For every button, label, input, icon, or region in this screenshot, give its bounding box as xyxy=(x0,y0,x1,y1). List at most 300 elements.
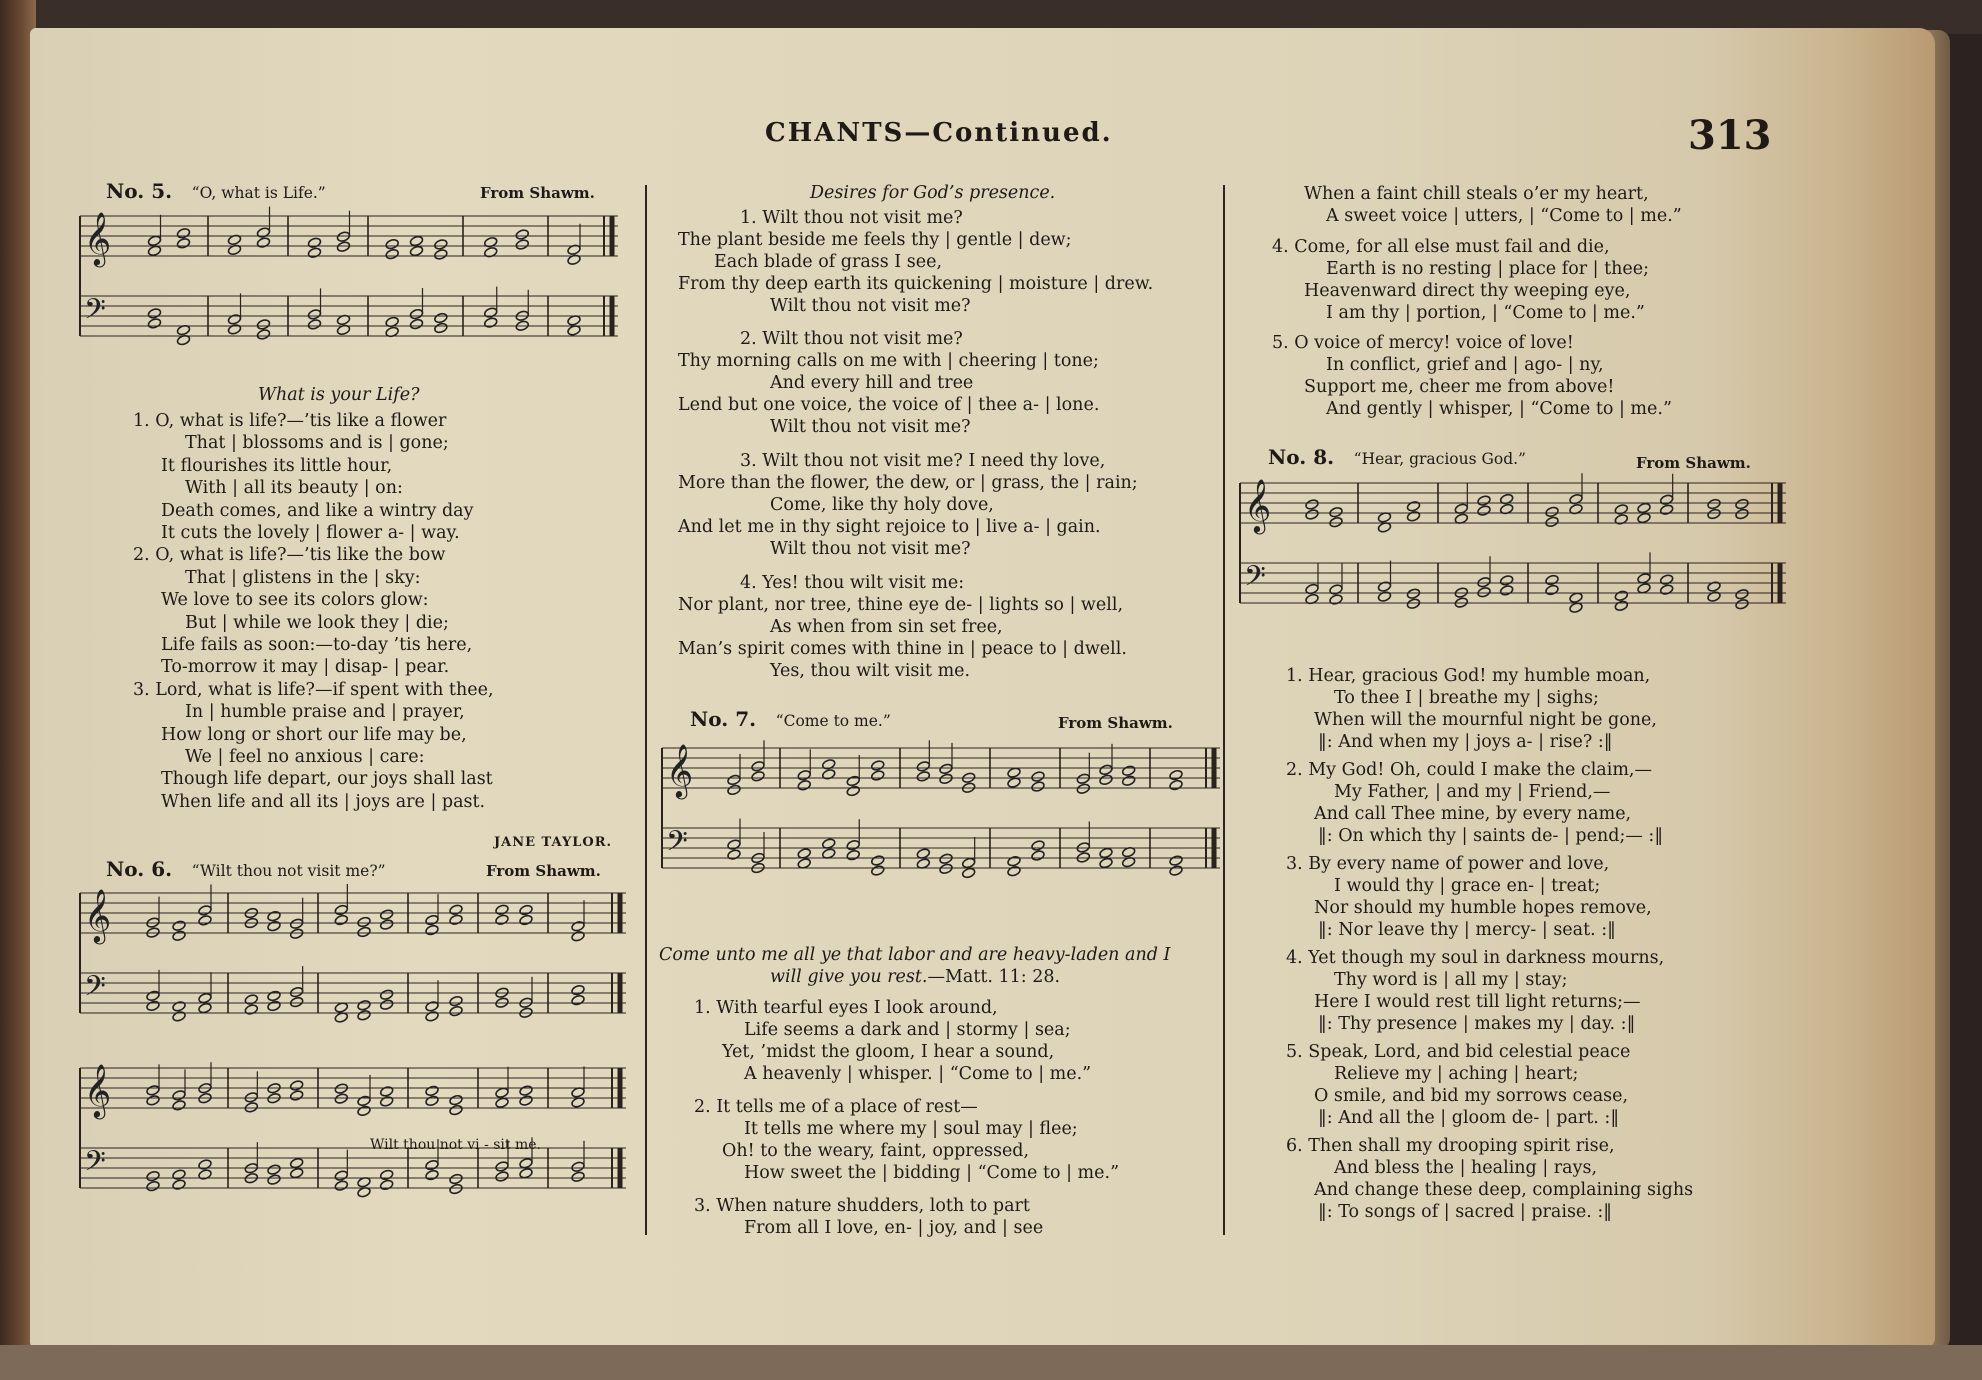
note-head xyxy=(1477,586,1491,598)
note-head xyxy=(307,247,321,259)
hymn-source: From Shawm. xyxy=(1058,714,1173,732)
note-head xyxy=(751,760,765,772)
hymn-no8-header xyxy=(1268,445,1751,472)
note-head xyxy=(1614,600,1628,612)
note-head xyxy=(289,986,303,998)
note-head xyxy=(916,770,930,782)
note-head xyxy=(1076,783,1090,795)
note-head xyxy=(425,1095,439,1107)
note-head xyxy=(147,308,161,320)
verse-line: 3. Wilt thou not visit me? I need thy love, xyxy=(740,451,1106,471)
verse-line: Relieve my | aching | heart; xyxy=(1334,1064,1579,1084)
note-head xyxy=(256,319,270,331)
note-head xyxy=(495,1171,509,1183)
verse-line: Though life depart, our joys shall last xyxy=(161,769,493,790)
note-head xyxy=(846,775,860,787)
note-head xyxy=(751,770,765,782)
verse-line: Life seems a dark and | stormy | sea; xyxy=(744,1020,1071,1040)
note-head xyxy=(1031,781,1045,793)
verse-line: To thee I | breathe my | sighs; xyxy=(1334,688,1599,708)
note-head xyxy=(449,1104,463,1116)
note-head xyxy=(425,924,439,936)
verse-line: From all I love, en- | joy, and | see xyxy=(744,1218,1044,1238)
note-head xyxy=(1545,584,1559,596)
note-head xyxy=(227,314,241,326)
verse-line: And change these deep, complaining sighs xyxy=(1314,1180,1694,1200)
note-head xyxy=(797,769,811,781)
note-head xyxy=(176,227,190,239)
verse-line: ‖: To songs of | sacred | praise. :‖ xyxy=(1318,1202,1613,1222)
note-head xyxy=(449,1005,463,1017)
column-divider-1 xyxy=(645,185,647,1235)
note-head xyxy=(1031,840,1045,852)
note-head xyxy=(146,1000,160,1012)
note-head xyxy=(1735,498,1749,510)
verse-line: Death comes, and like a wintry day xyxy=(161,500,474,521)
verse-line: We | feel no anxious | care: xyxy=(185,747,425,767)
verse-line: And let me in thy sight rejoice to | live a- | gain. xyxy=(678,517,1101,537)
verse-line: ‖: Nor leave thy | mercy- | seat. :‖ xyxy=(1318,920,1616,940)
verse-line: Nor should my humble hopes remove, xyxy=(1314,898,1652,918)
verse-line: ‖: And all the | gloom de- | part. :‖ xyxy=(1318,1108,1620,1128)
verse-line: 1. With tearful eyes I look around, xyxy=(694,998,998,1018)
note-head xyxy=(425,1085,439,1097)
note-head xyxy=(198,905,212,917)
note-head xyxy=(519,1085,533,1097)
note-head xyxy=(1305,509,1319,521)
note-head xyxy=(379,919,393,931)
note-head xyxy=(256,227,270,239)
scripture-text: Come unto me all ye that labor and are heavy-laden and I xyxy=(659,945,1171,965)
note-head xyxy=(1076,852,1090,864)
note-head xyxy=(172,930,186,942)
note-head xyxy=(871,855,885,867)
note-head xyxy=(1406,510,1420,522)
note-head xyxy=(289,1167,303,1179)
note-head xyxy=(172,1089,186,1101)
verse-line: ‖: On which thy | saints de- | pend;— :‖ xyxy=(1318,826,1664,846)
note-head xyxy=(1659,584,1673,596)
note-head xyxy=(449,1183,463,1195)
note-head xyxy=(198,1159,212,1171)
note-head xyxy=(727,774,741,786)
verse-line: Support me, cheer me from above! xyxy=(1304,377,1615,397)
note-head xyxy=(146,990,160,1002)
verse-line: The plant beside me feels thy | gentle | dew; xyxy=(678,230,1072,250)
note-head xyxy=(1121,775,1135,787)
note-head xyxy=(1406,598,1420,610)
note-head xyxy=(1735,598,1749,610)
note-head xyxy=(289,918,303,930)
note-head xyxy=(515,239,529,251)
note-head xyxy=(409,235,423,247)
note-head xyxy=(227,324,241,336)
verse-line: Thy morning calls on me with | cheering | tone; xyxy=(678,351,1099,371)
note-head xyxy=(519,1095,533,1107)
note-head xyxy=(1659,574,1673,586)
note-head xyxy=(495,1087,509,1099)
note-head xyxy=(846,839,860,851)
note-head xyxy=(409,308,423,320)
verse-line: A heavenly | whisper. | “Come to | me.” xyxy=(744,1064,1092,1084)
note-head xyxy=(172,1169,186,1181)
background-bottom xyxy=(0,1345,1982,1380)
verse-line: 1. O, what is life?—’tis like a flower xyxy=(133,411,447,431)
note-head xyxy=(484,317,498,329)
note-head xyxy=(1545,574,1559,586)
note-head xyxy=(334,904,348,916)
verse-line: To-morrow it may | disap- | pear. xyxy=(161,657,450,678)
verse-line: As when from sin set free, xyxy=(770,617,1003,637)
note-head xyxy=(1099,774,1113,786)
verse-line: Wilt thou not visit me? xyxy=(770,417,971,437)
note-head xyxy=(385,248,399,260)
bass-clef-icon: 𝄢 xyxy=(84,1145,106,1185)
note-head xyxy=(1735,588,1749,600)
note-head xyxy=(267,1164,281,1176)
verse-line: Man’s spirit comes with thine in | peace to | dwell. xyxy=(678,639,1127,659)
note-head xyxy=(146,1170,160,1182)
verse-line: 1. Hear, gracious God! my humble moan, xyxy=(1286,666,1651,686)
note-head xyxy=(1637,502,1651,514)
hymn-no6-header xyxy=(106,857,601,882)
verse-line: Yet, ’midst the gloom, I hear a sound, xyxy=(722,1042,1055,1062)
note-head xyxy=(357,926,371,938)
note-head xyxy=(425,1169,439,1181)
section-heading: What is your Life? xyxy=(258,385,420,405)
note-head xyxy=(571,1161,585,1173)
verse-line: Here I would rest till light returns;— xyxy=(1314,992,1641,1012)
note-head xyxy=(571,984,585,996)
note-head xyxy=(289,1090,303,1102)
note-head xyxy=(146,1180,160,1192)
verse-line: Heavenward direct thy weeping eye, xyxy=(1304,281,1631,301)
verse-line: Yes, thou wilt visit me. xyxy=(770,661,971,681)
note-head xyxy=(172,1011,186,1023)
treble-clef-icon: 𝄞 xyxy=(84,888,112,942)
scripture-line xyxy=(770,966,1060,988)
note-head xyxy=(198,992,212,1004)
hymn-title: “Come to me.” xyxy=(775,712,891,730)
note-head xyxy=(307,319,321,331)
note-head xyxy=(1169,779,1183,791)
note-head xyxy=(1329,506,1343,518)
music-staff-no6-b xyxy=(78,1060,638,1230)
music-staff-no6-a xyxy=(78,885,638,1055)
note-head xyxy=(571,920,585,932)
page-number: 313 xyxy=(1688,112,1772,159)
note-head xyxy=(939,853,953,865)
page-title: CHANTS—Continued. xyxy=(765,118,1113,148)
note-head xyxy=(379,1086,393,1098)
note-head xyxy=(519,1167,533,1179)
note-head xyxy=(172,1099,186,1111)
note-head xyxy=(267,990,281,1002)
verse-line: More than the flower, the dew, or | grass, the | rain; xyxy=(678,473,1138,493)
music-lyric: Wilt thou not vi - sit me. xyxy=(370,1137,542,1153)
note-head xyxy=(334,1093,348,1105)
verse-line: 4. Come, for all else must fail and die, xyxy=(1272,237,1610,257)
note-head xyxy=(256,329,270,341)
note-head xyxy=(1329,584,1343,596)
column-divider-2 xyxy=(1223,185,1225,1235)
note-head xyxy=(495,1161,509,1173)
verse-line: It cuts the lovely | flower a- | way. xyxy=(161,523,460,543)
verse-line: My Father, | and my | Friend,— xyxy=(1334,782,1611,802)
note-head xyxy=(434,239,448,251)
scripture-text: will give you rest. xyxy=(770,967,928,987)
note-head xyxy=(147,235,161,247)
note-head xyxy=(939,763,953,775)
note-head xyxy=(244,994,258,1006)
note-head xyxy=(267,1000,281,1012)
treble-clef-icon: 𝄞 xyxy=(84,211,112,265)
note-head xyxy=(1707,498,1721,510)
note-head xyxy=(495,1097,509,1109)
note-head xyxy=(334,1170,348,1182)
verse-line: O smile, and bid my sorrows cease, xyxy=(1314,1086,1629,1106)
note-head xyxy=(1099,847,1113,859)
note-head xyxy=(357,1105,371,1117)
note-head xyxy=(289,928,303,940)
note-head xyxy=(519,904,533,916)
verse-line: I am thy | portion, | “Come to | me.” xyxy=(1326,303,1645,323)
verse-line: In | humble praise and | prayer, xyxy=(185,702,465,723)
verse-line: I would thy | grace en- | treat; xyxy=(1334,876,1601,896)
note-head xyxy=(1477,495,1491,507)
bass-clef-icon: 𝄢 xyxy=(666,825,688,865)
note-head xyxy=(1707,508,1721,520)
verse-line: When a faint chill steals o’er my heart, xyxy=(1304,184,1649,204)
note-head xyxy=(336,231,350,243)
note-head xyxy=(571,1171,585,1183)
verse-line: Thy word is | all my | stay; xyxy=(1334,970,1568,990)
note-head xyxy=(244,1004,258,1016)
bass-clef-icon: 𝄢 xyxy=(84,293,106,333)
note-head xyxy=(1659,494,1673,506)
treble-clef-icon: 𝄞 xyxy=(1244,478,1272,532)
author-credit: JANE TAYLOR. xyxy=(494,835,613,850)
verse-line: From thy deep earth its quickening | moisture | drew. xyxy=(678,274,1154,294)
note-head xyxy=(449,1173,463,1185)
note-head xyxy=(846,849,860,861)
verse-line: 4. Yes! thou wilt visit me: xyxy=(740,573,965,593)
verse-line: 1. Wilt thou not visit me? xyxy=(740,208,963,228)
verse-line: Lend but one voice, the voice of | thee a- | lone. xyxy=(678,395,1100,415)
note-head xyxy=(172,920,186,932)
verse-line: ‖: Thy presence | makes my | day. :‖ xyxy=(1318,1014,1636,1034)
note-head xyxy=(256,237,270,249)
note-head xyxy=(357,1095,371,1107)
note-head xyxy=(797,779,811,791)
note-head xyxy=(1735,508,1749,520)
note-head xyxy=(244,1091,258,1103)
note-head xyxy=(146,1094,160,1106)
verse-line: 2. My God! Oh, could I make the claim,— xyxy=(1286,760,1652,780)
verse-line: 6. Then shall my drooping spirit rise, xyxy=(1286,1136,1615,1156)
verse-line: How long or short our life may be, xyxy=(161,724,467,745)
note-head xyxy=(1406,500,1420,512)
verse-line: 2. Wilt thou not visit me? xyxy=(740,329,963,349)
note-head xyxy=(519,914,533,926)
verse-line: 3. Lord, what is life?—if spent with thee, xyxy=(133,679,494,700)
note-head xyxy=(961,867,975,879)
verse-line: How sweet the | bidding | “Come to | me.” xyxy=(744,1163,1120,1183)
note-head xyxy=(1007,855,1021,867)
note-head xyxy=(1169,769,1183,781)
music-staff-no7 xyxy=(660,740,1220,910)
note-head xyxy=(425,1000,439,1012)
note-head xyxy=(1545,506,1559,518)
hymn-number: No. 8. xyxy=(1268,445,1335,469)
note-head xyxy=(267,910,281,922)
verse-line: Wilt thou not visit me? xyxy=(770,539,971,559)
hymn-title: “Hear, gracious God.” xyxy=(1353,450,1526,468)
verse-line: Each blade of grass I see, xyxy=(714,252,943,272)
note-head xyxy=(379,989,393,1001)
verse-line: Life fails as soon:—to-day ’tis here, xyxy=(161,635,473,655)
note-head xyxy=(198,1002,212,1014)
hymn-source: From Shawm. xyxy=(486,862,601,880)
note-head xyxy=(289,996,303,1008)
note-head xyxy=(289,1157,303,1169)
note-head xyxy=(198,1169,212,1181)
note-head xyxy=(409,318,423,330)
note-head xyxy=(449,1094,463,1106)
hymn-no5-header xyxy=(106,179,595,204)
note-head xyxy=(1659,504,1673,516)
music-staff-no5 xyxy=(78,208,638,378)
note-head xyxy=(147,245,161,257)
note-head xyxy=(1477,576,1491,588)
verse-line: 2. It tells me of a place of rest— xyxy=(694,1097,978,1117)
note-head xyxy=(1477,505,1491,517)
verse-line: Oh! to the weary, faint, oppressed, xyxy=(722,1141,1030,1161)
verse-line: When life and all its | joys are | past. xyxy=(161,791,486,812)
note-head xyxy=(1637,512,1651,524)
note-head xyxy=(1076,842,1090,854)
note-head xyxy=(379,1169,393,1181)
verse-line: That | glistens in the | sky: xyxy=(185,567,421,588)
note-head xyxy=(1305,499,1319,511)
note-head xyxy=(449,995,463,1007)
note-head xyxy=(357,1009,371,1021)
note-head xyxy=(571,930,585,942)
note-head xyxy=(846,785,860,797)
note-head xyxy=(334,1083,348,1095)
note-head xyxy=(1499,575,1513,587)
note-head xyxy=(1406,588,1420,600)
note-head xyxy=(146,1084,160,1096)
note-head xyxy=(1031,771,1045,783)
note-head xyxy=(385,238,399,250)
note-head xyxy=(409,245,423,257)
note-head xyxy=(434,322,448,334)
note-head xyxy=(425,914,439,926)
note-head xyxy=(434,249,448,261)
verse-line: And bless the | healing | rays, xyxy=(1334,1158,1598,1178)
note-head xyxy=(172,1001,186,1013)
note-head xyxy=(334,1180,348,1192)
note-head xyxy=(172,1179,186,1191)
verse-line: In conflict, grief and | ago- | ny, xyxy=(1326,355,1604,375)
note-head xyxy=(1031,850,1045,862)
verse-line: 4. Yet though my soul in darkness mourns, xyxy=(1286,948,1665,968)
note-head xyxy=(198,915,212,927)
verse-line: Come, like thy holy dove, xyxy=(770,495,994,515)
note-head xyxy=(425,1159,439,1171)
verse-line: 3. By every name of power and love, xyxy=(1286,854,1610,874)
note-head xyxy=(961,857,975,869)
verse-line: And every hill and tree xyxy=(770,373,974,393)
note-head xyxy=(484,307,498,319)
verse-line: When will the mournful night be gone, xyxy=(1314,710,1657,730)
note-head xyxy=(519,1157,533,1169)
verse-line: Earth is no resting | place for | thee; xyxy=(1326,259,1650,279)
note-head xyxy=(1099,857,1113,869)
music-staff-no8 xyxy=(1238,475,1798,645)
verse-line: 5. Speak, Lord, and bid celestial peace xyxy=(1286,1042,1631,1062)
note-head xyxy=(727,849,741,861)
verse-line: Nor plant, nor tree, thine eye de- | lights so | well, xyxy=(678,595,1124,615)
note-head xyxy=(267,920,281,932)
note-head xyxy=(357,999,371,1011)
bass-clef-icon: 𝄢 xyxy=(1244,560,1266,600)
note-head xyxy=(336,241,350,253)
note-head xyxy=(1076,773,1090,785)
verse-line: It flourishes its little hour, xyxy=(161,455,393,476)
note-head xyxy=(1007,865,1021,877)
hymn-no7-header xyxy=(690,707,1173,732)
note-head xyxy=(939,863,953,875)
note-head xyxy=(727,839,741,851)
note-head xyxy=(495,904,509,916)
note-head xyxy=(939,773,953,785)
note-head xyxy=(871,770,885,782)
hymn-source: From Shawm. xyxy=(1636,454,1751,472)
verse-line: We love to see its colors glow: xyxy=(161,590,429,611)
note-head xyxy=(1569,592,1583,604)
note-head xyxy=(871,760,885,772)
note-head xyxy=(379,1096,393,1108)
hymn-number: No. 5. xyxy=(106,179,173,203)
verse-line: But | while we look they | die; xyxy=(185,612,449,633)
note-head xyxy=(434,312,448,324)
note-head xyxy=(916,760,930,772)
note-head xyxy=(425,1010,439,1022)
note-head xyxy=(1099,764,1113,776)
note-head xyxy=(449,904,463,916)
note-head xyxy=(571,994,585,1006)
verse-line: 2. O, what is life?—’tis like the bow xyxy=(133,545,446,566)
note-head xyxy=(1169,865,1183,877)
note-head xyxy=(1614,590,1628,602)
note-head xyxy=(334,914,348,926)
scripture-reference: —Matt. 11: 28. xyxy=(927,967,1061,987)
verse-line: Wilt thou not visit me? xyxy=(770,296,971,316)
verse-line: And call Thee mine, by every name, xyxy=(1314,804,1632,824)
verse-line: That | blossoms and is | gone; xyxy=(185,433,449,454)
note-head xyxy=(1121,765,1135,777)
verse-line: And gently | whisper, | “Come to | me.” xyxy=(1326,399,1672,419)
verse-line: ‖: And when my | joys a- | rise? :‖ xyxy=(1318,732,1613,752)
section-heading: Desires for God’s presence. xyxy=(810,183,1056,203)
verse-line: 3. When nature shudders, loth to part xyxy=(694,1196,1030,1216)
note-head xyxy=(379,909,393,921)
hymn-number: No. 7. xyxy=(690,707,757,731)
bass-clef-icon: 𝄢 xyxy=(84,970,106,1010)
note-head xyxy=(449,914,463,926)
